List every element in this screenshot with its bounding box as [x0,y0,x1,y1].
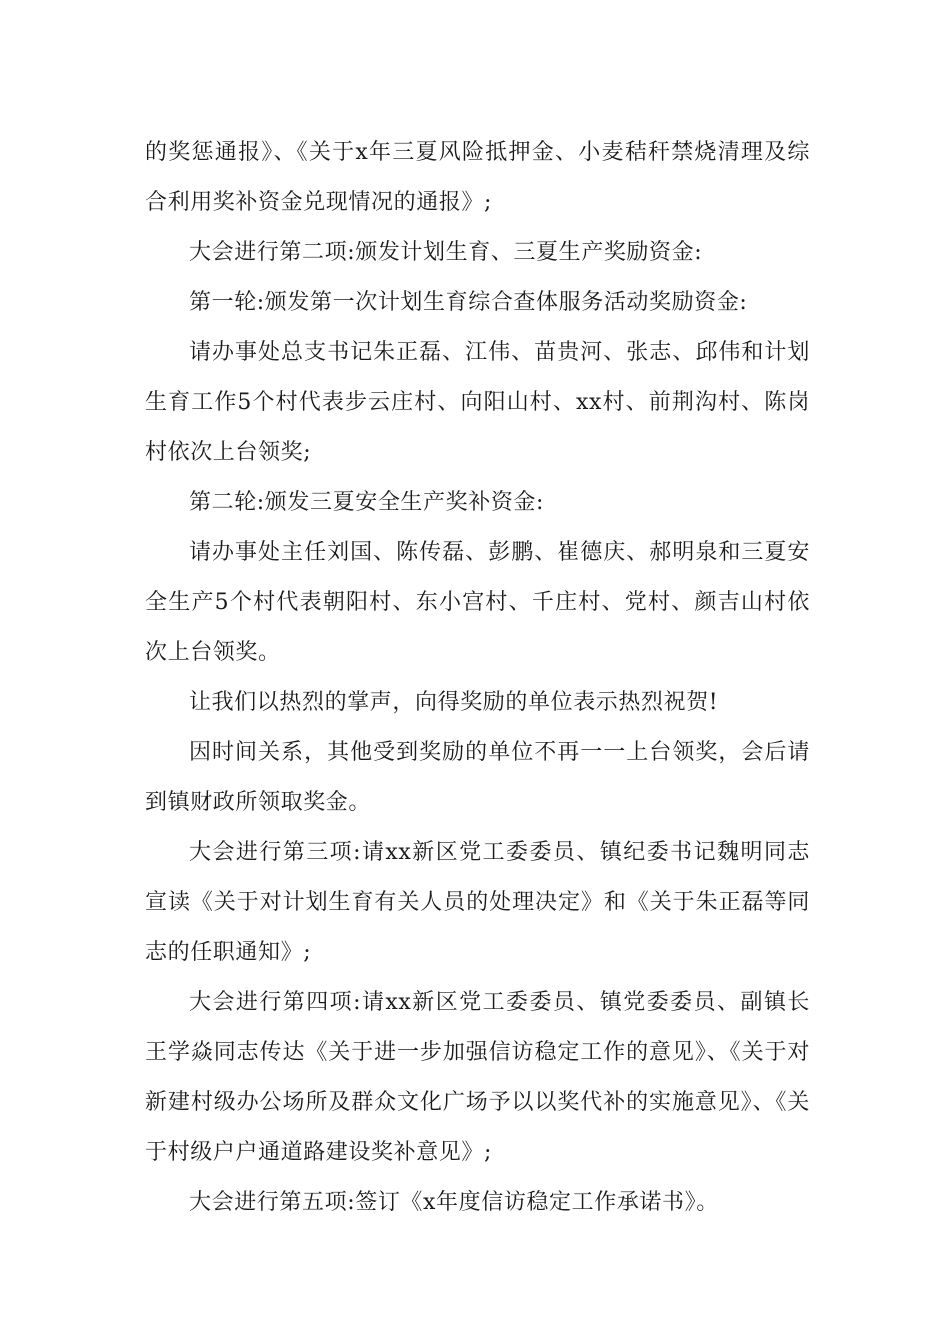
paragraph-11: 大会进行第五项:签订《x年度信访稳定工作承诺书》。 [189,1190,719,1215]
paragraph-10: 大会进行第四项:请xx新区党工委委员、镇党委委员、副镇长王学焱同志传达《关于进一步加强信访稳定工作的意见》、《关于对新建村级办公场所及群众文化广场予以以奖代补的实施意见》、《关于村级户户通道路建设奖补意见》; [145,990,810,1165]
paragraph-7: 让我们以热烈的掌声，向得奖励的单位表示热烈祝贺! [189,690,719,715]
document-body [145,128,810,1228]
paragraph-4: 请办事处总支书记朱正磊、江伟、苗贵河、张志、邱伟和计划生育工作5个村代表步云庄村、向阳山村、xx村、前荆沟村、陈岗村依次上台领奖; [145,340,810,465]
paragraph-5: 第二轮:颁发三夏安全生产奖补资金: [189,490,545,515]
paragraph-9: 大会进行第三项:请xx新区党工委委员、镇纪委书记魏明同志宣读《关于对计划生育有关人员的处理决定》和《关于朱正磊等同志的任职通知》; [145,840,810,965]
paragraph-8: 因时间关系，其他受到奖励的单位不再一一上台领奖，会后请到镇财政所领取奖金。 [145,740,810,815]
paragraph-2: 大会进行第二项:颁发计划生育、三夏生产奖励资金: [189,240,703,265]
paragraph-6: 请办事处主任刘国、陈传磊、彭鹏、崔德庆、郝明泉和三夏安全生产5个村代表朝阳村、东小宫村、千庄村、党村、颜吉山村依次上台领奖。 [145,540,810,665]
paragraph-1: 的奖惩通报》、《关于x年三夏风险抵押金、小麦秸秆禁烧清理及综合利用奖补资金兑现情况的通报》; [145,140,810,215]
paragraph-3: 第一轮:颁发第一次计划生育综合查体服务活动奖励资金: [189,290,748,315]
